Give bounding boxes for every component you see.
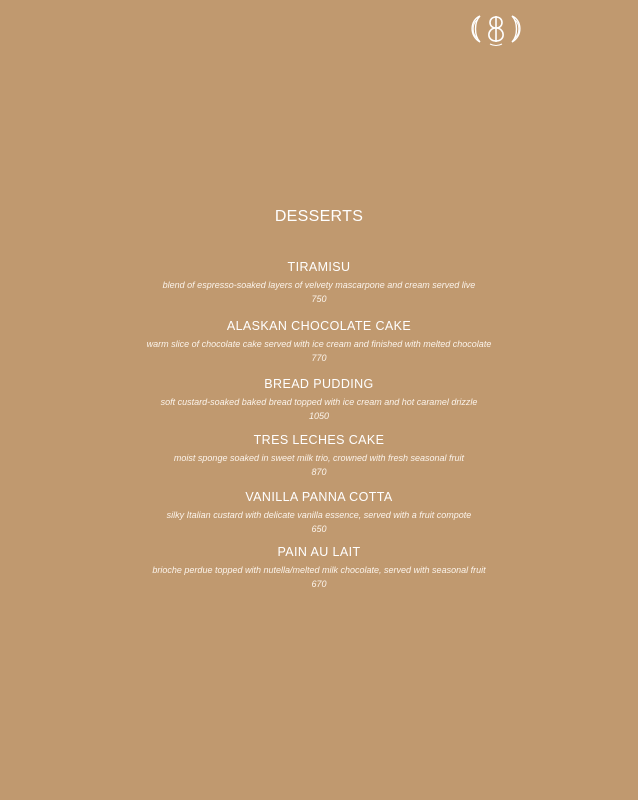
monogram-logo-icon <box>466 10 526 48</box>
item-price: 670 <box>311 579 327 589</box>
item-name: PAIN AU LAIT <box>277 545 361 559</box>
menu-item <box>0 490 638 535</box>
item-name: ALASKAN CHOCOLATE CAKE <box>226 319 412 333</box>
menu-item <box>0 260 638 305</box>
menu-item <box>0 377 638 422</box>
item-description: silky Italian custard with delicate vanilla essence, served with a fruit compote <box>166 510 472 520</box>
item-description: warm slice of chocolate cake served with ice cream and finished with melted chocolate <box>146 339 492 349</box>
item-price: 650 <box>311 524 327 534</box>
item-price: 1050 <box>308 411 330 421</box>
item-price: 750 <box>311 294 327 304</box>
menu-item <box>0 433 638 478</box>
item-name: TIRAMISU <box>287 260 351 274</box>
section-title: DESSERTS <box>274 208 364 225</box>
item-name: VANILLA PANNA COTTA <box>245 490 393 504</box>
item-price: 770 <box>311 353 327 363</box>
item-price: 870 <box>311 467 327 477</box>
item-description: blend of espresso-soaked layers of velvety mascarpone and cream served live <box>162 280 476 290</box>
item-description: brioche perdue topped with nutella/melted milk chocolate, served with seasonal fruit <box>152 565 486 575</box>
item-description: soft custard-soaked baked bread topped with ice cream and hot caramel drizzle <box>160 397 478 407</box>
menu-item <box>0 319 638 364</box>
menu-item <box>0 545 638 590</box>
item-description: moist sponge soaked in sweet milk trio, crowned with fresh seasonal fruit <box>173 453 465 463</box>
item-name: BREAD PUDDING <box>264 377 374 391</box>
item-name: TRES LECHES CAKE <box>253 433 385 447</box>
